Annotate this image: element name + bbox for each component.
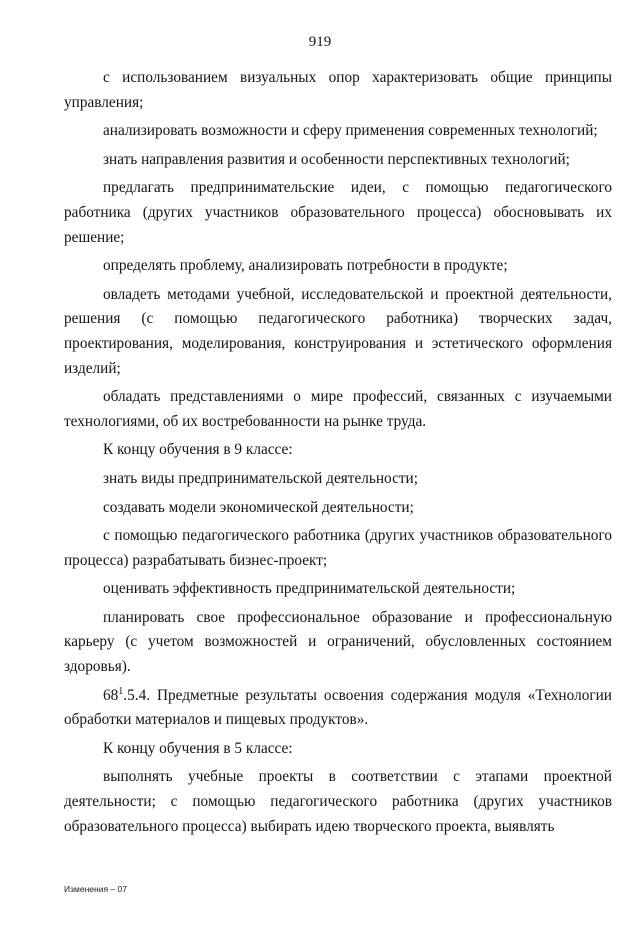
paragraph: создавать модели экономической деятельности; — [103, 498, 414, 516]
paragraph: с использованием визуальных опор характеризовать общие принципы управления; — [64, 69, 612, 111]
paragraph: оценивать эффективность предпринимательской деятельности; — [103, 580, 516, 598]
paragraph: овладеть методами учебной, исследовательской и проектной деятельности, решения (с помощью педагогического работника) творческих задач, проектирования, моделирования, конструирования и эстетического оформления изделий; — [64, 285, 612, 377]
paragraph: знать виды предпринимательской деятельности; — [103, 469, 418, 487]
paragraph: с помощью педагогического работника (других участников образовательного процесса) разрабатывать бизнес-проект; — [64, 527, 612, 569]
section-superscript: 1 — [118, 685, 124, 697]
class-heading: К концу обучения в 9 классе: — [103, 441, 293, 459]
section-number: 68 — [103, 686, 119, 704]
class-heading: К концу обучения в 5 классе: — [103, 739, 293, 757]
footer-note: Изменения – 07 — [64, 884, 127, 894]
paragraph: обладать представлениями о мире профессий, связанных с изучаемыми технологиями, об их востребованности на рынке труда. — [64, 388, 612, 430]
section-title: .5.4. Предметные результаты освоения содержания модуля «Технологии обработки материалов и пищевых продуктов». — [64, 686, 612, 729]
paragraph: выполнять учебные проекты в соответствии с этапами проектной деятельности; с помощью педагогического работника (других участников образовательного процесса) выбирать идею творческого проекта, выявлять — [64, 768, 612, 835]
section-heading — [64, 684, 612, 733]
paragraph: предлагать предпринимательские идеи, с помощью педагогического работника (других участников образовательного процесса) обосновывать их решение; — [64, 179, 612, 246]
paragraph: определять проблему, анализировать потребности в продукте; — [103, 257, 508, 275]
document-body — [64, 66, 612, 839]
paragraph: знать направления развития и особенности перспективных технологий; — [103, 150, 570, 168]
paragraph: планировать свое профессиональное образование и профессиональную карьеру (с учетом возможностей и ограничений, обусловленных состоянием здоровья). — [64, 608, 612, 676]
paragraph: анализировать возможности и сферу применения современных технологий; — [103, 122, 598, 140]
page-number: 919 — [308, 34, 332, 50]
